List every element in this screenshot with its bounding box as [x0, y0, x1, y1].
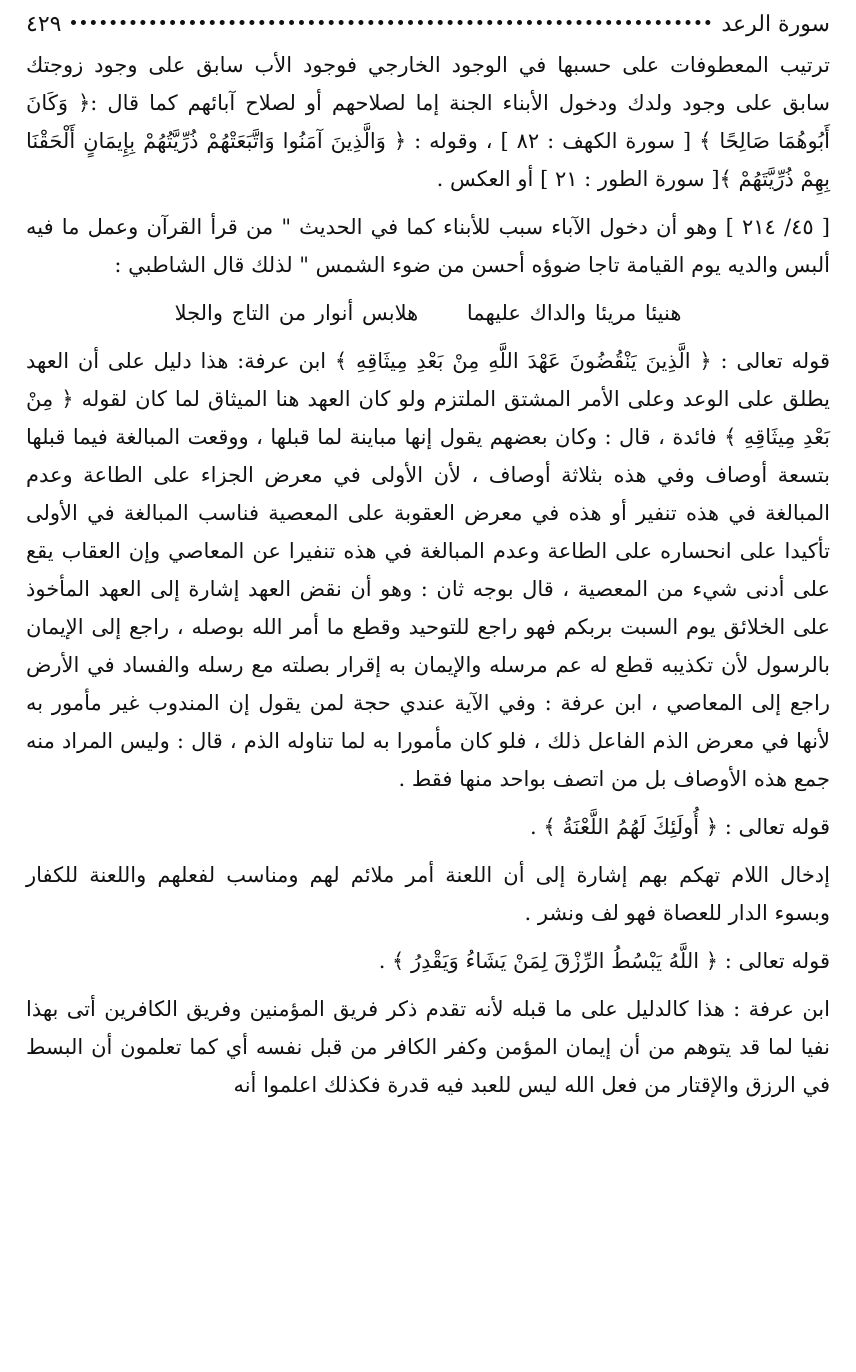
paragraph-7: ابن عرفة : هذا كالدليل على ما قبله لأنه تقدم ذكر فريق المؤمنين وفريق الكافرين أتى بهذا نفيا لما قد يتوهم من أن إيمان المؤمن وكفر الكافر من قبل نفسه أي كما تعلمون أن البسط في الرزق والإقتار من فعل الله ليس للعبد فيه قدرة فكذلك اعلموا أنه [26, 997, 830, 1097]
poem-first-hemistich: هنيئا مريئا والداك عليهما [466, 301, 682, 325]
poem-second-hemistich: هلابس أنوار من التاج والجلا [174, 301, 419, 325]
paragraph-5: إدخال اللام تهكم بهم إشارة إلى أن اللعنة أمر ملائم لهم ومناسب لفعلهم واللعنة للكفار وبسوء الدار للعصاة فهو لف ونشر . [26, 863, 830, 925]
dotted-leader [71, 0, 711, 25]
page-header [26, 6, 830, 46]
poem-verse [26, 294, 830, 332]
paragraph-6: قوله تعالى : ﴿ اللَّهُ يَبْسُطُ الرِّزْقَ لِمَنْ يَشَاءُ وَيَقْدِرُ ﴾ . [378, 949, 830, 973]
paragraph-4: قوله تعالى : ﴿ أُولَئِكَ لَهُمُ اللَّعْنَةُ ﴾ . [530, 815, 830, 839]
paragraph-1: ترتيب المعطوفات على حسبها في الوجود الخارجي فوجود الأب سابق على وجود زوجتك سابق على وجود ولدك ودخول الأبناء الجنة إما لصلاحهم أو لصلاح آبائهم كما قال :﴿ وَكَانَ أَبُوهُمَا صَالِحًا ﴾ [ سورة الكهف : ٨٢ ] ، وقوله : ﴿ وَالَّذِينَ آمَنُوا وَاتَّبَعَتْهُمْ ذُرِّيَّتُهُمْ بِإِيمَانٍ أَلْحَقْنَا بِهِمْ ذُرِّيَّتَهُمْ ﴾[ سورة الطور : ٢١ ] أو العكس . [26, 53, 830, 191]
page-number: ٤٢٩ [26, 12, 62, 37]
paragraph-2: [ ٤٥/ ٢١٤ ] وهو أن دخول الآباء سبب للأبناء كما في الحديث " من قرأ القرآن وعمل ما فيه ألبس والديه يوم القيامة تاجا ضوؤه أحسن من ضوء الشمس " لذلك قال الشاطبي : [26, 215, 830, 277]
sura-title: سورة الرعد [721, 12, 830, 37]
paragraph-3: قوله تعالى : ﴿ الَّذِينَ يَنْقُضُونَ عَهْدَ اللَّهِ مِنْ بَعْدِ مِيثَاقِهِ ﴾ ابن عرفة: هذا دليل على أن العهد يطلق على الوعد وعلى الأمر المشتق الملتزم ولو كان العهد هنا الميثاق لما كان لقوله ﴿ مِنْ بَعْدِ مِيثَاقِهِ ﴾ فائدة ، قال : وكان بعضهم يقول إنها مباينة لما قبلها ، ووقعت المبالغة فيما قبلها بتسعة أوصاف وفي هذه بثلاثة أوصاف ، لأن الأولى في معرض الجزاء على الطاعة وعدم المبالغة في هذه تنفير أو هذه في معرض العقوبة على المعصية فناسب المبالغة في الأولى تأكيدا على انحساره على الطاعة وعدم المبالغة في هذه تنفيرا عن المعاصي وإن العقاب يقع على أدنى شيء من المعصية ، قال بوجه ثان : وهو أن نقض العهد إشارة إلى العهد المأخوذ على الخلائق يوم السبت بربكم فهو راجع للتوحيد وقطع ما أمر الله بوصله ، راجع إلى الإيمان بالرسول لأن تكذيبه قطع له عم مرسله والإيمان به إقرار بصلته مع رسله والفساد في الأرض راجع إلى المعاصي ، ابن عرفة : وفي الآية عندي حجة لمن يقول إن المندوب غير مأمور به لأنها في معرض الذم الفاعل ذلك ، فلو كان مأمورا به لما تناوله الذم ، قال : وليس المراد منه جمع هذه الأوصاف بل من اتصف بواحد منها فقط . [26, 349, 830, 791]
